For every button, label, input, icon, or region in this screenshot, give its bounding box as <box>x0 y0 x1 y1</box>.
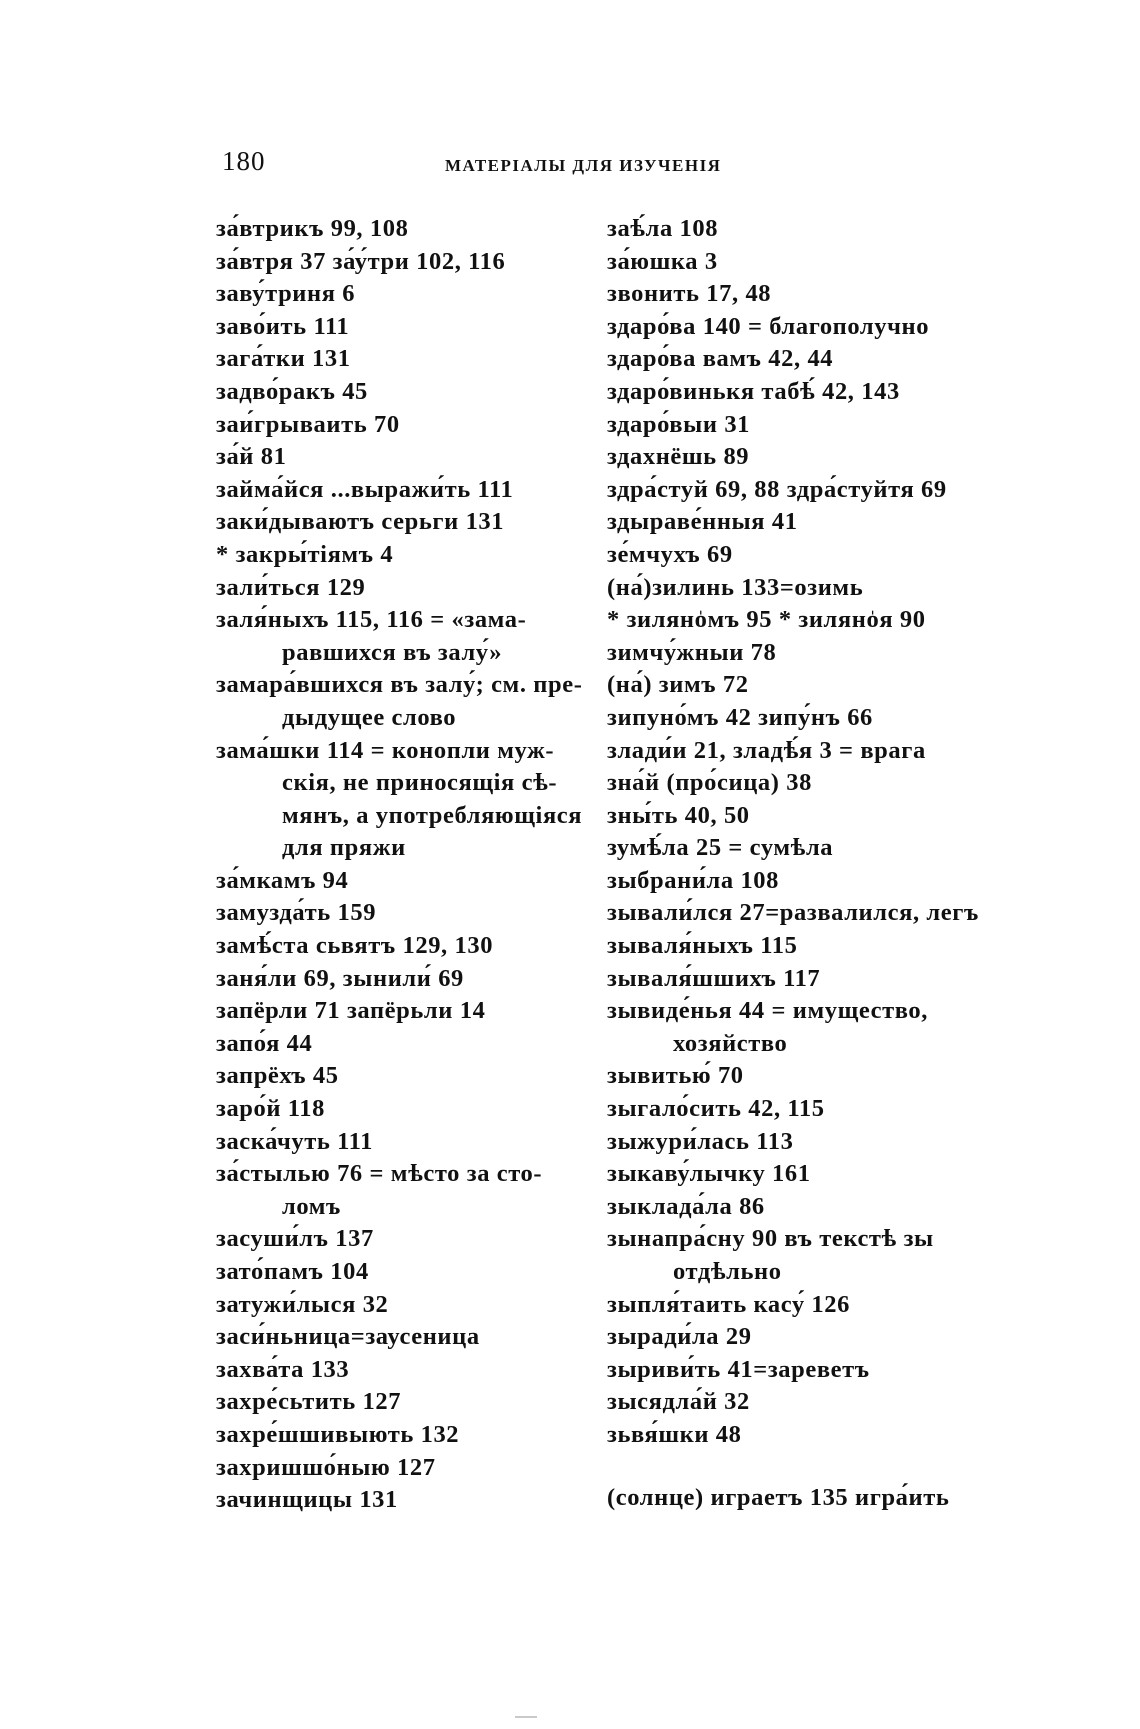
dictionary-entry: * зилянo̍мъ 95 * зилянo̍я 90 <box>607 606 926 634</box>
dictionary-entry: зама́шки 114 = конопли муж- <box>216 736 555 764</box>
dictionary-entry: заи́грываить 70 <box>216 410 400 438</box>
dictionary-entry: засуши́лъ 137 <box>216 1225 374 1253</box>
dictionary-entry: зыпля́таить касу́ 126 <box>607 1290 850 1318</box>
dictionary-entry-continuation: для пряжи <box>282 834 406 862</box>
running-title: МАТЕРІАЛЫ ДЛЯ ИЗУЧЕНІЯ <box>445 156 722 175</box>
left-column <box>216 213 598 1517</box>
dictionary-entry: зыклада́ла 86 <box>607 1192 765 1220</box>
dictionary-entry: зыриви́ть 41=зареветъ <box>607 1355 870 1383</box>
dictionary-entry: зынапра́сну 90 въ текстѣ зы <box>607 1225 934 1253</box>
dictionary-entry: здаро́винькя табѣ́ 42, 143 <box>607 377 900 405</box>
dictionary-entry: запрёхъ 45 <box>216 1062 339 1090</box>
dictionary-entry: займа́йся ...выражи́ть 111 <box>216 475 514 503</box>
dictionary-entry: заву́триня 6 <box>216 280 356 308</box>
dictionary-entry: здаро́выи 31 <box>607 410 751 438</box>
dictionary-entry: зна́й (про́сица) 38 <box>607 769 812 797</box>
dictionary-entry: захва́та 133 <box>216 1355 350 1383</box>
dictionary-entry: зываля́шшихъ 117 <box>607 964 821 992</box>
dictionary-entry-continuation: равшихся въ залу́» <box>282 638 503 666</box>
dictionary-entry-continuation: ломъ <box>282 1192 341 1220</box>
page-number: 180 <box>222 146 266 176</box>
dictionary-entry: (на́)зилинь 133=озимь <box>607 573 864 601</box>
dictionary-entry: зумѣ́ла 25 = сумѣла <box>607 834 834 862</box>
dictionary-entry: заля́ныхъ 115, 116 = «зама- <box>216 606 527 634</box>
dictionary-entry-continuation: дыдущее слово <box>282 703 457 731</box>
dictionary-entry: заво́ить 111 <box>216 312 350 340</box>
dictionary-entry-continuation: отдѣльно <box>673 1258 782 1285</box>
dictionary-entry-continuation: хозяйство <box>673 1029 788 1057</box>
dictionary-entry: зьвя́шки 48 <box>607 1420 742 1448</box>
dictionary-entry: запо́я 44 <box>216 1029 313 1057</box>
dictionary-entry: зывиде́нья 44 = имущество, <box>607 997 929 1025</box>
dictionary-entry-continuation: мянъ, а употребляющіяся <box>282 801 583 829</box>
dictionary-entry: здра́стуй 69, 88 здра́стуйтя 69 <box>607 475 947 503</box>
dictionary-entry: зыкаву́лычку 161 <box>607 1160 811 1188</box>
dictionary-entry: замара́вшихся въ залу́; см. пре- <box>216 671 583 699</box>
dictionary-entry: зыгало́сить 42, 115 <box>607 1095 825 1123</box>
dictionary-entry: здахнёшь 89 <box>607 443 750 471</box>
dictionary-entry: заѣ́ла 108 <box>607 215 719 242</box>
dictionary-entry: здаро́ва вамъ 42, 44 <box>607 345 834 373</box>
dictionary-entry: зны́ть 40, 50 <box>607 801 750 829</box>
dictionary-entry: здаро́ва 140 = благополучно <box>607 312 930 340</box>
dictionary-entry: злади́и 21, зладѣ́я 3 = врага <box>607 736 926 764</box>
dictionary-entry: задво́ракъ 45 <box>216 377 368 405</box>
dictionary-entry: * закры́тіямъ 4 <box>216 540 394 568</box>
dictionary-entry: зали́ться 129 <box>216 573 366 601</box>
dictionary-entry: зе́мчухъ 69 <box>607 540 733 568</box>
dictionary-entry: зысядла́й 32 <box>607 1388 750 1416</box>
dictionary-entry: (солнце) играетъ 135 игра́ить <box>607 1483 950 1511</box>
dictionary-entry: зыбрани́ла 108 <box>607 866 780 894</box>
dictionary-entry: за́стылью 76 = мѣсто за сто- <box>216 1160 543 1188</box>
dictionary-entry: здыраве́нныя 41 <box>607 508 798 536</box>
dictionary-entry: зываля́ныхъ 115 <box>607 932 798 960</box>
dictionary-entry: (на́) зимъ 72 <box>607 671 749 699</box>
dictionary-entry: за́юшка 3 <box>607 247 718 275</box>
dictionary-entry-continuation: скія, не приносящія сѣ- <box>282 769 558 797</box>
dictionary-entry: зывали́лся 27=развалился, легъ <box>607 899 979 927</box>
dictionary-entry: за́мкамъ 94 <box>216 866 349 894</box>
dictionary-entry: за́й 81 <box>216 443 287 471</box>
dictionary-entry: заска́чуть 111 <box>216 1127 374 1155</box>
dictionary-entry: захре́сьтить 127 <box>216 1388 402 1416</box>
dictionary-entry: зывитью́ 70 <box>607 1062 744 1090</box>
dictionary-entry: зачинщицы 131 <box>216 1486 398 1514</box>
dictionary-entry: захришшо́ныю 127 <box>216 1453 436 1481</box>
dictionary-entry: за́втря 37 за́у́три 102, 116 <box>216 247 506 275</box>
dictionary-entry: заси́ньница=заусеница <box>216 1323 480 1351</box>
dictionary-entry: звонить 17, 48 <box>607 280 772 308</box>
dictionary-entry: замѣ́ста сьвятъ 129, 130 <box>216 932 494 960</box>
dictionary-entry: запёрли 71 запёрьли 14 <box>216 997 486 1025</box>
footer-mark <box>515 1716 537 1718</box>
dictionary-entry: заня́ли 69, зынили́ 69 <box>216 964 464 992</box>
dictionary-entry: замузда́ть 159 <box>216 899 377 927</box>
dictionary-entry: зипуно́мъ 42 зипу́нъ 66 <box>607 703 873 731</box>
dictionary-entry: зыжури́лась 113 <box>607 1127 794 1155</box>
dictionary-entry: зага́тки 131 <box>216 345 351 373</box>
dictionary-entry: зыради́ла 29 <box>607 1323 752 1351</box>
right-column <box>607 213 1027 1514</box>
dictionary-entry: затужи́лыся 32 <box>216 1290 389 1318</box>
dictionary-entry: заро́й 118 <box>216 1095 326 1123</box>
dictionary-entry: за́втрикъ 99, 108 <box>216 215 409 242</box>
dictionary-entry: захре́шшивыють 132 <box>216 1420 460 1448</box>
dictionary-entry: заки́дываютъ серьги 131 <box>216 508 505 536</box>
dictionary-entry: зимчу́жныи 78 <box>607 638 777 666</box>
dictionary-entry: зато́памъ 104 <box>216 1258 369 1285</box>
